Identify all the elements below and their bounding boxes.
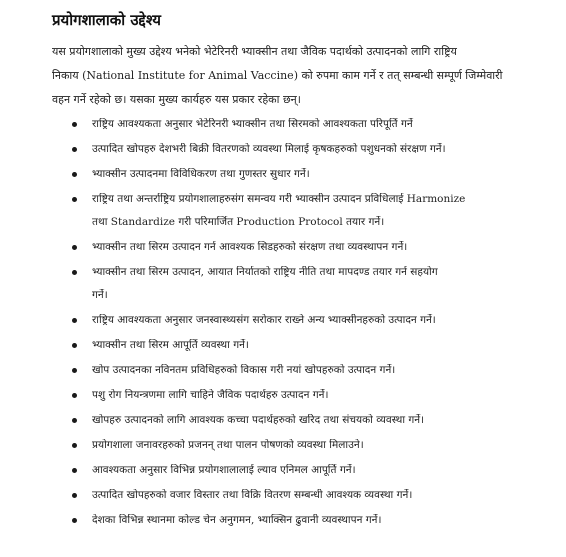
list-item: उत्पादित खोपहरु देशभरी बिक्री वितरणको व्यवस्था मिलाई कृषकहरुको पशुधनको संरक्षण गर्ने। — [70, 143, 556, 156]
bullet-icon — [72, 418, 77, 423]
intro-line: निकाय (National Institute for Animal Vaccine) को रुपमा काम गर्ने र तत् सम्बन्धी सम्पूर्ण जिम्मेवारी — [52, 69, 503, 82]
bullet-icon — [72, 147, 77, 152]
bullet-icon — [72, 468, 77, 473]
bullet-icon — [72, 343, 77, 348]
list-item: पशु रोग नियन्त्रणमा लागि चाहिने जैविक पदार्थहरु उत्पादन गर्ने। — [70, 389, 556, 402]
list-item: खोपहरु उत्पादनको लागि आवश्यक कच्चा पदार्थहरुको खरिद तथा संचयको व्यवस्था गर्ने। — [70, 414, 556, 427]
list-item: देशका विभिन्न स्थानमा कोल्ड चेन अनुगमन, भ्याक्सिन ढुवानी व्यवस्थापन गर्ने। — [70, 514, 556, 527]
list-item: राष्ट्रिय आवश्यकता अनुसार भेटेरिनरी भ्याक्सीन तथा सिरमको आवश्यकता परिपूर्ति गर्ने — [70, 118, 556, 131]
bullet-icon — [72, 122, 77, 127]
bullet-icon — [72, 318, 77, 323]
bullet-icon — [72, 245, 77, 250]
objectives-list — [70, 118, 556, 539]
list-item: भ्याक्सीन तथा सिरम उत्पादन गर्न आवश्यक सिडहरुको संरक्षण तथा व्यवस्थापन गर्ने। — [70, 241, 556, 254]
list-item: आवश्यकता अनुसार विभिन्न प्रयोगशालालाई ल्याव एनिमल आपूर्ति गर्ने। — [70, 464, 556, 477]
bullet-icon — [72, 393, 77, 398]
bullet-icon — [72, 368, 77, 373]
list-item: राष्ट्रिय आवश्यकता अनुसार जनस्वास्थ्यसंग सरोकार राख्ने अन्य भ्याक्सीनहरुको उत्पादन गर्ने। — [70, 314, 556, 327]
bullet-icon — [72, 197, 77, 202]
list-item: प्रयोगशाला जनावरहरुको प्रजनन् तथा पालन पोषणको व्यवस्था मिलाउने। — [70, 439, 556, 452]
intro-line: यस प्रयोगशालाको मुख्य उद्देश्य भनेको भेटेरिनरी भ्याक्सीन तथा जैविक पदार्थको उत्पादनको लागि राष्ट्रिय — [52, 45, 457, 58]
section-heading: प्रयोगशालाको उद्देश्य — [52, 11, 161, 29]
bullet-icon — [72, 493, 77, 498]
list-item: भ्याक्सीन उत्पादनमा विविधिकरण तथा गुणस्तर सुधार गर्ने। — [70, 168, 556, 181]
bullet-icon — [72, 172, 77, 177]
list-item: खोप उत्पादनका नविनतम प्रविधिहरुको विकास गरी नयां खोपहरुको उत्पादन गर्ने। — [70, 364, 556, 377]
intro-line: वहन गर्ने रहेको छ। यसका मुख्य कार्यहरु यस प्रकार रहेका छन्। — [52, 93, 301, 106]
list-item: राष्ट्रिय तथा अन्तर्राष्ट्रिय प्रयोगशालाहरुसंग समन्वय गरी भ्याक्सीन उत्पादन प्रविधिलाई Harmonize तथा Standardize गरी परिमार्जित Production Protocol तयार गर्ने। — [70, 193, 556, 229]
list-item: उत्पादित खोपहरुको वजार विस्तार तथा विक्रि वितरण सम्बन्धी आवश्यक व्यवस्था गर्ने। — [70, 489, 556, 502]
list-item: भ्याक्सीन तथा सिरम आपूर्ति व्यवस्था गर्ने। — [70, 339, 556, 352]
bullet-icon — [72, 443, 77, 448]
bullet-icon — [72, 518, 77, 523]
list-item: भ्याक्सीन तथा सिरम उत्पादन, आयात निर्यातको राष्ट्रिय नीति तथा मापदण्ड तयार गर्न सहयोग गर्ने। — [70, 266, 556, 302]
bullet-icon — [72, 270, 77, 275]
intro-paragraph — [52, 40, 552, 112]
